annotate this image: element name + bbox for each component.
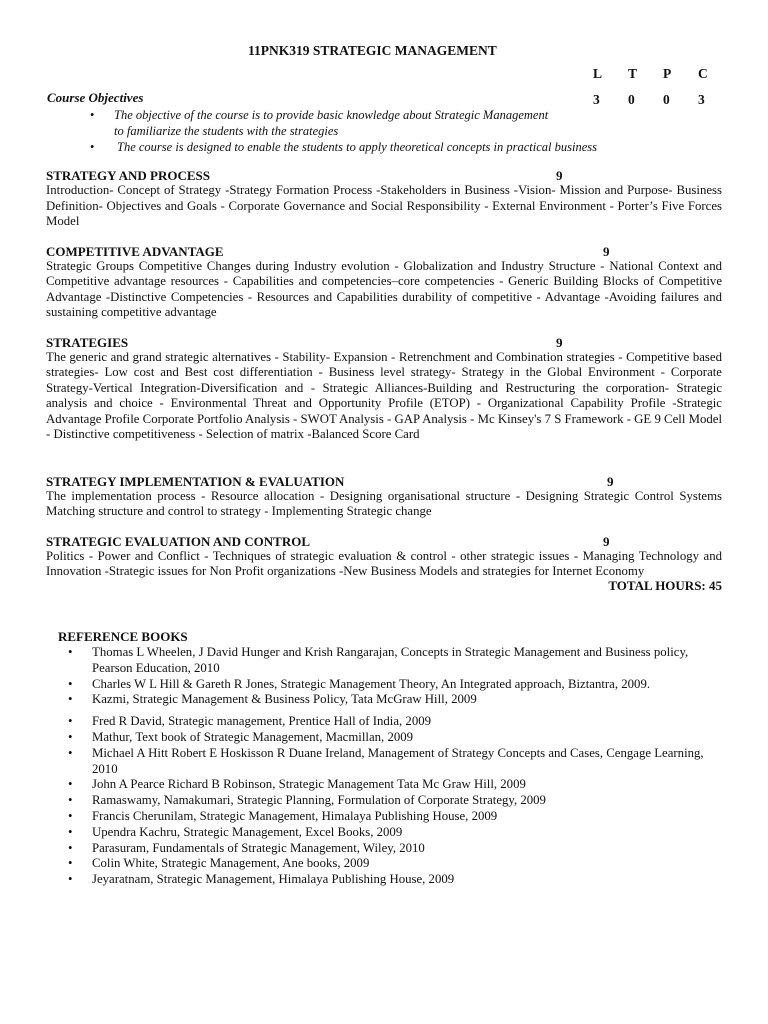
unit-hours: 9	[603, 243, 610, 259]
unit-block	[46, 534, 722, 580]
references-title: REFERENCE BOOKS	[58, 629, 188, 644]
units-section	[46, 168, 722, 594]
unit-heading	[46, 168, 722, 183]
ltpc-value-p: 0	[663, 92, 670, 107]
unit-hours: 9	[556, 168, 563, 183]
course-title: 11PNK319 STRATEGIC MANAGEMENT	[248, 43, 497, 58]
ltpc-label-c: C	[698, 66, 708, 81]
reference-item	[68, 841, 724, 857]
total-hours: TOTAL HOURS: 45	[608, 577, 722, 593]
bullet-icon: •	[68, 824, 73, 839]
unit-body: Strategic Groups Competitive Changes during Industry evolution - Globalization and Industry Structure - National Context and Competitive advantage resources - Capabilities and competencies–core competencies - Generic Building Blocks of Competitive Advantage -Distinctive Competencies - Resources and Capabilities durability of competitive - Advantage -Avoiding failures and sustaining competitive advantage	[46, 258, 722, 319]
reference-text: John A Pearce Richard B Robinson, Strategic Management Tata Mc Graw Hill, 2009	[92, 777, 526, 792]
reference-item	[68, 746, 724, 778]
reference-text: Ramaswamy, Namakumari, Strategic Planning, Formulation of Corporate Strategy, 2009	[92, 793, 546, 808]
unit-body: Politics - Power and Conflict - Techniques of strategic evaluation & control - other strategic issues - Managing Technology and Innovation -Strategic issues for Non Profit organizations -New Business Models and strategies for Internet Economy	[46, 548, 722, 578]
reference-text: Fred R David, Strategic management, Prentice Hall of India, 2009	[92, 714, 432, 729]
ltpc-labels-row	[585, 66, 725, 92]
bullet-icon: •	[68, 692, 73, 707]
unit-hours: 9	[603, 533, 610, 549]
objectives-list	[90, 107, 690, 155]
unit-title: STRATEGY AND PROCESS	[46, 168, 210, 183]
bullet-icon: •	[68, 856, 73, 871]
unit-title: STRATEGIES	[46, 334, 129, 350]
reference-text: Jeyaratnam, Strategic Management, Himalaya Publishing House, 2009	[92, 872, 455, 887]
unit-title: COMPETITIVE ADVANTAGE	[46, 243, 224, 259]
unit-block	[46, 474, 722, 520]
bullet-icon: •	[90, 140, 95, 154]
reference-text: Thomas L Wheelen, J David Hunger and Krish Rangarajan, Concepts in Strategic Management and Business policy, Pearson Education, 2010	[92, 645, 689, 675]
ltpc-value-t: 0	[628, 92, 635, 107]
reference-item	[68, 692, 724, 708]
unit-body: The implementation process - Resource allocation - Designing organisational structure - Designing Strategic Control Systems Matching structure and control to strategy - Implementing Strategic change	[46, 488, 722, 518]
reference-text: Mathur, Text book of Strategic Management, Macmillan, 2009	[92, 729, 414, 744]
unit-heading	[46, 474, 722, 489]
reference-text: Francis Cherunilam, Strategic Management, Himalaya Publishing House, 2009	[92, 808, 498, 823]
reference-item	[68, 645, 724, 677]
objective-item	[90, 107, 690, 139]
reference-item	[68, 714, 724, 730]
bullet-icon: •	[68, 645, 73, 659]
unit-block	[46, 168, 722, 230]
bullet-icon: •	[68, 872, 73, 887]
ltpc-value-c: 3	[698, 92, 705, 107]
unit-hours: 9	[556, 334, 563, 350]
bullet-icon: •	[68, 714, 73, 729]
ltpc-label-p: P	[663, 66, 672, 81]
unit-heading	[46, 335, 722, 350]
unit-body: The generic and grand strategic alternatives - Stability- Expansion - Retrenchment and Combination strategies - Competitive based strategies- Low cost and Best cost differentiation - Business level strategy- Strategy in the Global Environment - Corporate Strategy-Vertical Integration-Diversification and - Strategic Alliances-Building and Restructuring the corporation- Strategic analysis and choice - Environmental Threat and Opportunity Profile (ETOP) - Organizational Capability Profile -Strategic Advantage Profile Corporate Portfolio Analysis - SWOT Analysis - GAP Analysis - Mc Kinsey's 7 S Framework - GE 9 Cell Model - Distinctive competitiveness - Selection of matrix -Balanced Score Card	[46, 349, 722, 441]
unit-hours: 9	[607, 473, 614, 489]
objectives-title: Course Objectives	[47, 90, 144, 105]
bullet-icon: •	[68, 676, 73, 691]
ltpc-label-t: T	[628, 66, 638, 81]
unit-heading	[46, 244, 722, 259]
ltpc-value-l: 3	[593, 92, 600, 107]
reference-item	[68, 809, 724, 825]
bullet-icon: •	[68, 808, 73, 823]
unit-title: STRATEGY IMPLEMENTATION & EVALUATION	[46, 473, 345, 489]
objective-item	[90, 139, 690, 155]
unit-block	[46, 244, 722, 321]
objective-text: The objective of the course is to provide basic knowledge about Strategic Management to familiarize the students with the strategies	[114, 108, 549, 138]
bullet-icon: •	[68, 729, 73, 744]
reference-item	[68, 793, 724, 809]
reference-text: Michael A Hitt Robert E Hoskisson R Duane Ireland, Management of Strategy Concepts and Cases, Cengage Learning, 2010	[92, 745, 704, 776]
bullet-icon: •	[68, 793, 73, 808]
reference-text: Upendra Kachru, Strategic Management, Excel Books, 2009	[92, 824, 403, 839]
reference-text: Charles W L Hill & Gareth R Jones, Strategic Management Theory, An Integrated approach, Biztantra, 2009.	[92, 676, 651, 691]
unit-title: STRATEGIC EVALUATION AND CONTROL	[46, 533, 311, 549]
reference-item	[68, 677, 724, 693]
reference-item	[68, 856, 724, 872]
reference-item	[68, 872, 724, 888]
reference-item	[68, 730, 724, 746]
reference-item	[68, 777, 724, 793]
reference-text: Kazmi, Strategic Management & Business Policy, Tata McGraw Hill, 2009	[92, 692, 477, 707]
reference-item	[68, 825, 724, 841]
unit-body: Introduction- Concept of Strategy -Strategy Formation Process -Stakeholders in Business -Vision- Mission and Purpose- Business Definition- Objectives and Goals - Corporate Governance and Social Responsibility - External Environment - Porter’s Five Forces Model	[46, 183, 722, 228]
bullet-icon: •	[68, 840, 73, 855]
unit-block	[46, 335, 722, 443]
objective-text: The course is designed to enable the students to apply theoretical concepts in practical business	[117, 140, 598, 154]
bullet-icon: •	[68, 745, 73, 760]
reference-text: Colin White, Strategic Management, Ane books, 2009	[92, 856, 370, 871]
bullet-icon: •	[90, 108, 95, 122]
reference-text: Parasuram, Fundamentals of Strategic Management, Wiley, 2010	[92, 840, 425, 855]
unit-heading	[46, 534, 722, 549]
references-list	[68, 645, 724, 888]
bullet-icon: •	[68, 777, 73, 792]
ltpc-label-l: L	[593, 66, 603, 81]
